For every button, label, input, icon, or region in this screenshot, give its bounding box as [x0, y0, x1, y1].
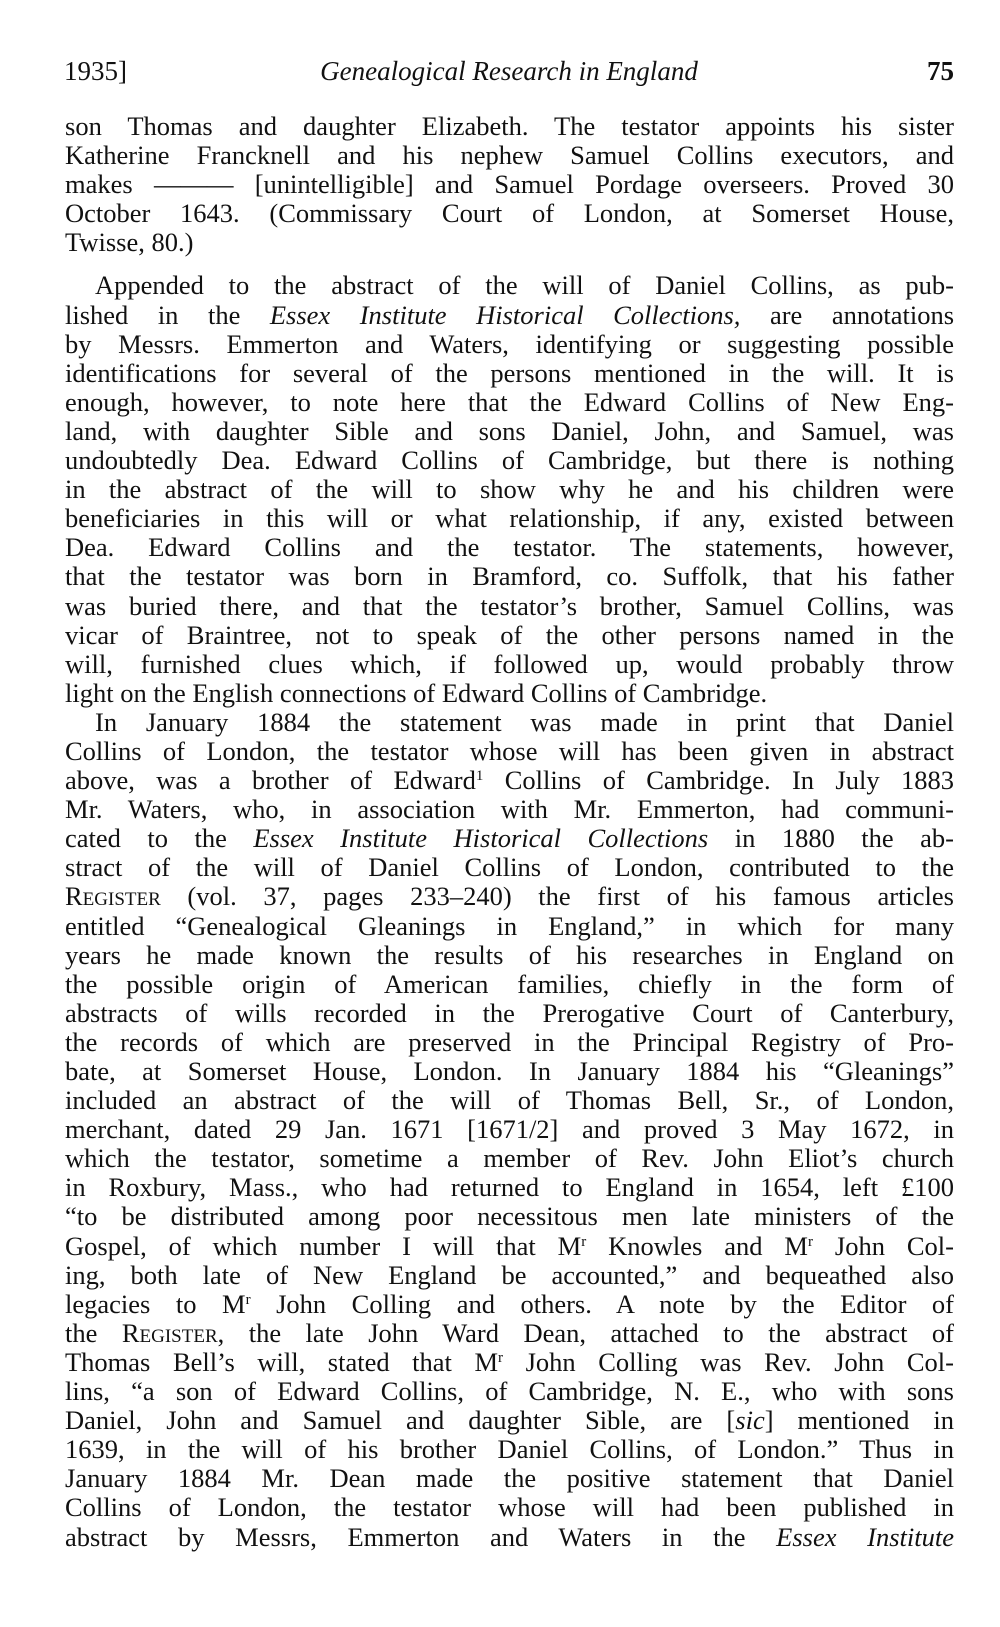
text-segment: abstracts of wills recorded in the Prerogative Court of Canterbury,: [65, 997, 954, 1028]
text-segment: enough, however, to note here that the Edward Collins of New Eng-: [65, 386, 954, 417]
text-segment: Appended to the abstract of the will of Daniel Collins, as pub-: [95, 270, 954, 301]
text-line: [65, 1144, 954, 1173]
text-segment: vicar of Braintree, not to speak of the other persons named in the: [65, 619, 954, 650]
text-line: [65, 1202, 954, 1231]
text-segment: ] mentioned in: [764, 1405, 954, 1436]
text-line: [65, 650, 954, 679]
text-line: [65, 1406, 954, 1435]
text-line: [65, 824, 954, 853]
text-segment: the possible origin of American families, chiefly in the form of: [65, 968, 954, 999]
text-segment: (vol. 37, pages 233–240) the first of his famous articles: [160, 881, 954, 912]
text-line: [65, 1057, 954, 1086]
text-line: [65, 708, 954, 737]
text-line: [65, 621, 954, 650]
page-number: 75: [927, 56, 954, 86]
text-segment: Collins of London, the testator whose will had been published in: [65, 1492, 954, 1523]
text-line: [65, 330, 954, 359]
text-line: [65, 417, 954, 446]
text-segment: , the late John Ward Dean, attached to the abstract of: [217, 1317, 954, 1348]
running-header: [64, 56, 954, 96]
text-line: [65, 446, 954, 475]
text-line: [65, 228, 954, 257]
text-segment: ing, both late of New England be accounted,” and bequeathed also: [65, 1259, 954, 1290]
text-segment: the records of which are preserved in the Principal Registry of Pro-: [65, 1026, 954, 1057]
text-line: [65, 1435, 954, 1464]
text-segment: son Thomas and daughter Elizabeth. The testator appoints his sister: [65, 111, 954, 141]
text-line: [65, 1290, 954, 1319]
text-line: [65, 912, 954, 941]
text-line: [65, 388, 954, 417]
superscript: r: [498, 1349, 504, 1366]
superscript: r: [808, 1233, 813, 1250]
text-segment: lins, “a son of Edward Collins, of Cambridge, N. E., who with sons: [65, 1376, 954, 1407]
text-line: [65, 1377, 954, 1406]
paragraph-continuation: [65, 112, 954, 257]
text-line: [65, 170, 954, 199]
text-line: [65, 1232, 954, 1261]
text-segment: beneficiaries in this will or what relationship, if any, existed between: [65, 503, 954, 534]
text-segment: identifications for several of the persons mentioned in the will. It is: [65, 357, 954, 388]
text-line: [65, 679, 954, 708]
text-segment: was buried there, and that the testator’s brother, Samuel Collins, was: [65, 590, 954, 621]
text-segment: Thomas Bell’s will, stated that M: [65, 1346, 499, 1377]
italic-text: sic: [735, 1405, 765, 1436]
text-segment: Twisse, 80.): [65, 227, 194, 258]
paragraph-appended: [65, 271, 954, 707]
text-segment: undoubtedly Dea. Edward Collins of Cambridge, but there is nothing: [65, 445, 954, 476]
text-segment: Collins of Cambridge. In July 1883: [483, 765, 954, 796]
text-segment: lished in the: [65, 299, 270, 330]
text-segment: Katherine Francknell and his nephew Samuel Collins executors, and: [65, 140, 954, 171]
text-line: [65, 970, 954, 999]
text-line: [65, 1115, 954, 1144]
text-segment: cated to the: [65, 823, 254, 854]
text-segment: will, furnished clues which, if followed up, would probably throw: [65, 648, 954, 679]
text-segment: entitled “Genealogical Gleanings in England,” in which for many: [65, 910, 954, 941]
text-segment: Daniel, John and Samuel and daughter Sible, are [: [65, 1405, 736, 1436]
text-segment: Collins of London, the testator whose will has been given in abstract: [65, 735, 954, 766]
text-line: [65, 504, 954, 533]
text-line: [65, 853, 954, 882]
text-line: [65, 359, 954, 388]
text-line: [65, 999, 954, 1028]
text-segment: are annotations: [740, 299, 955, 330]
text-line: [65, 271, 954, 300]
superscript: r: [245, 1291, 251, 1308]
text-segment: in 1880 the ab-: [708, 823, 955, 854]
header-year: 1935]: [64, 56, 127, 86]
text-segment: 1639, in the will of his brother Daniel Collins, of London.” Thus in: [65, 1434, 954, 1465]
text-segment: October 1643. (Commissary Court of London, at Somerset House,: [65, 198, 954, 229]
text-segment: bate, at Somerset House, London. In January 1884 his “Gleanings”: [65, 1056, 954, 1086]
text-segment: Gospel, of which number I will that M: [65, 1230, 582, 1261]
text-segment: John Col-: [813, 1230, 954, 1261]
text-segment: “to be distributed among poor necessitous men late ministers of the: [65, 1201, 954, 1232]
text-segment: in the abstract of the will to show why he and his children were: [65, 474, 954, 505]
text-segment: years he made known the results of his researches in England on: [65, 939, 954, 970]
text-line: [65, 112, 954, 141]
text-segment: Mr. Waters, who, in association with Mr. Emmerton, had communi-: [65, 794, 954, 825]
text-line: [65, 795, 954, 824]
text-line: [65, 301, 954, 330]
small-caps-text: Register: [121, 1317, 218, 1348]
text-segment: included an abstract of the will of Thomas Bell, Sr., of London,: [65, 1085, 954, 1116]
text-line: [65, 141, 954, 170]
text-segment: Dea. Edward Collins and the testator. The statements, however,: [65, 532, 954, 563]
text-line: [65, 737, 954, 766]
paragraph-gap: [65, 257, 954, 271]
text-segment: which the testator, sometime a member of Rev. John Eliot’s church: [65, 1143, 954, 1174]
text-line: [65, 941, 954, 970]
italic-text: Essex Institute: [776, 1521, 954, 1552]
text-line: [65, 475, 954, 504]
text-segment: the: [65, 1317, 122, 1348]
text-line: [65, 1028, 954, 1057]
italic-text: Essex Institute Historical Collections,: [269, 299, 741, 330]
text-line: [65, 882, 954, 911]
text-line: [65, 1523, 954, 1552]
text-line: [65, 533, 954, 562]
text-segment: John Colling and others. A note by the Editor of: [250, 1288, 955, 1319]
text-line: [65, 592, 954, 621]
text-segment: land, with daughter Sible and sons Daniel, John, and Samuel, was: [65, 415, 954, 446]
text-segment: that the testator was born in Bramford, co. Suffolk, that his father: [65, 561, 954, 592]
text-line: [65, 1319, 954, 1348]
text-line: [65, 1261, 954, 1290]
text-segment: legacies to M: [65, 1288, 246, 1319]
text-segment: makes ——— [unintelligible] and Samuel Pordage overseers. Proved 30: [65, 169, 954, 200]
text-line: [65, 766, 954, 795]
superscript: 1: [475, 768, 484, 785]
text-segment: In January 1884 the statement was made in print that Daniel: [95, 706, 954, 737]
paragraph-january-1884: [65, 708, 954, 1552]
text-segment: above, was a brother of Edward: [65, 765, 476, 796]
superscript: r: [581, 1233, 587, 1250]
text-line: [65, 1348, 954, 1377]
text-line: [65, 562, 954, 591]
text-line: [65, 199, 954, 228]
text-line: [65, 1464, 954, 1493]
text-line: [65, 1086, 954, 1115]
text-segment: abstract by Messrs, Emmerton and Waters in the: [65, 1521, 777, 1552]
text-segment: John Colling was Rev. John Col-: [503, 1346, 954, 1377]
text-segment: in Roxbury, Mass., who had returned to England in 1654, left £100: [65, 1172, 954, 1203]
body-text: [65, 112, 954, 1552]
text-segment: Knowles and M: [586, 1230, 808, 1261]
text-segment: merchant, dated 29 Jan. 1671 [1671/2] and proved 3 May 1672, in: [65, 1114, 954, 1145]
text-segment: stract of the will of Daniel Collins of London, contributed to the: [65, 852, 954, 883]
text-segment: by Messrs. Emmerton and Waters, identifying or suggesting possible: [65, 328, 954, 359]
text-line: [65, 1493, 954, 1522]
text-segment: January 1884 Mr. Dean made the positive statement that Daniel: [65, 1463, 954, 1494]
italic-text: Essex Institute Historical Collections: [253, 823, 709, 854]
header-running-title: Genealogical Research in England: [320, 56, 698, 86]
small-caps-text: Register: [65, 881, 161, 912]
text-segment: light on the English connections of Edward Collins of Cambridge.: [65, 677, 768, 708]
text-line: [65, 1173, 954, 1202]
